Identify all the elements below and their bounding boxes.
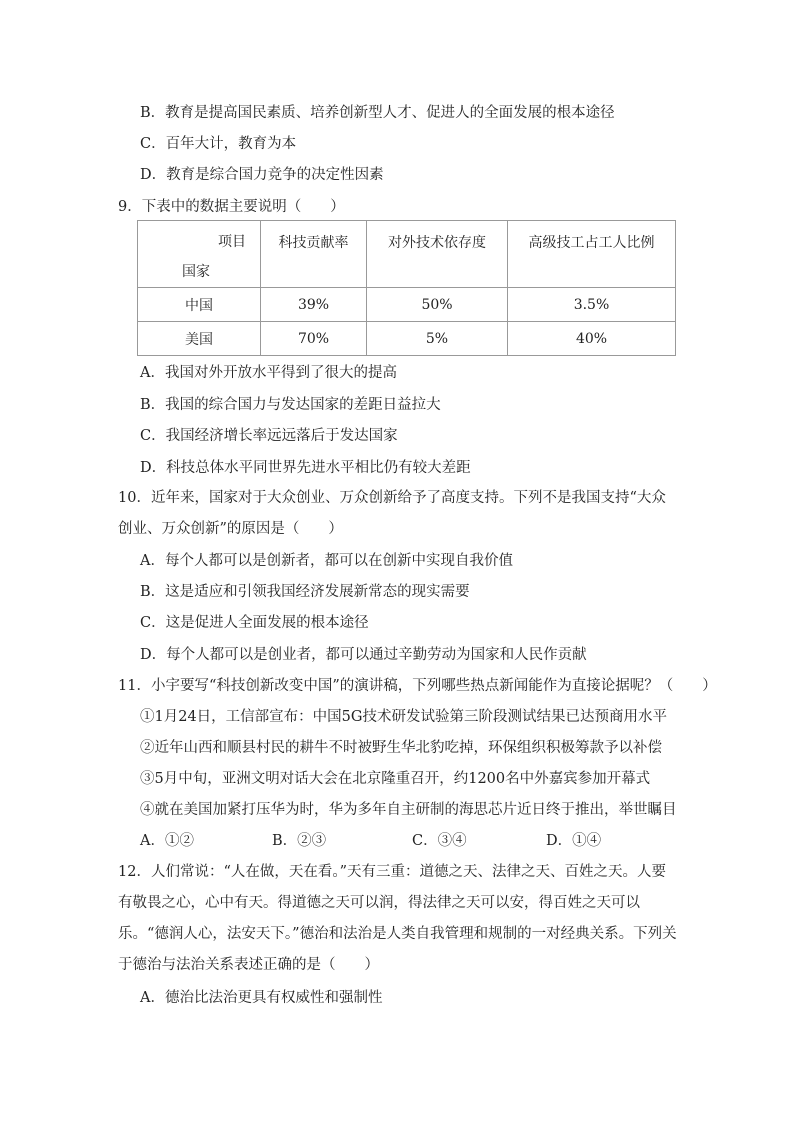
q10-option-a: A．每个人都可以是创新者，都可以在创新中实现自我价值	[140, 553, 513, 569]
q12-stem: 12．人们常说：“人在做，天在看。”天有三重：道德之天、法律之天、百姓之天。人要有敬畏之心，心中有天。得道德之天可以润，得法律之天可以安，得百姓之天可以乐。“德润人心，法安天下。”德治和法治是人类自我管理和规制的一对经典关系。下列关于德治与法治关系表述正确的是（ ）	[118, 864, 677, 973]
table-header-cell: 高级技工占工人比例	[508, 221, 676, 288]
table-cell: 40%	[508, 322, 676, 356]
table-row	[138, 288, 676, 322]
q11-item-3: ③5月中旬，亚洲文明对话大会在北京隆重召开，约1200名中外嘉宾参加开幕式	[140, 771, 651, 787]
q10-option-b: B．这是适应和引领我国经济发展新常态的现实需要	[140, 584, 470, 600]
table-cell: 3.5%	[508, 288, 676, 322]
table-row-label: 美国	[138, 322, 261, 356]
table-row-label: 中国	[138, 288, 261, 322]
table-header-cell: 对外技术依存度	[367, 221, 508, 288]
q11-option-d: D．①④	[546, 833, 602, 849]
q9-option-b: B．我国的综合国力与发达国家的差距日益拉大	[140, 397, 441, 413]
q8-option-b: B．教育是提高国民素质、培养创新型人才、促进人的全面发展的根本途径	[140, 105, 615, 121]
q11-item-1: ①1月24日，工信部宣布：中国5G技术研发试验第三阶段测试结果已达预商用水平	[140, 709, 667, 725]
q8-option-c: C．百年大计，教育为本	[140, 136, 297, 152]
q11-item-4: ④就在美国加紧打压华为时，华为多年自主研制的海思芯片近日终于推出，举世瞩目	[140, 802, 677, 818]
q10-option-c: C．这是促进人全面发展的根本途径	[140, 615, 369, 631]
q10-option-d: D．每个人都可以是创业者，都可以通过辛勤劳动为国家和人民作贡献	[140, 647, 587, 663]
table-corner-cell	[138, 221, 261, 288]
q12-option-a: A．德治比法治更具有权威性和强制性	[140, 990, 383, 1006]
q11-option-a: A．①②	[140, 833, 194, 849]
table-cell: 5%	[367, 322, 508, 356]
q11-options-row	[140, 831, 620, 853]
q11-stem: 11．小宇要写“科技创新改变中国”的演讲稿，下列哪些热点新闻能作为直接论据呢？（ ）	[118, 678, 717, 694]
q9-stem: 9．下表中的数据主要说明（ ）	[118, 199, 345, 215]
q9-data-table	[137, 220, 676, 356]
q9-option-c: C．我国经济增长率远远落后于发达国家	[140, 428, 398, 444]
table-cell: 70%	[261, 322, 367, 356]
q11-option-b: B．②③	[272, 833, 327, 849]
q11-option-c: C．③④	[412, 833, 467, 849]
table-cell: 39%	[261, 288, 367, 322]
table-header-cell: 科技贡献率	[261, 221, 367, 288]
q10-stem: 10．近年来，国家对于大众创业、万众创新给予了高度支持。下列不是我国支持“大众创业、万众创新”的原因是（ ）	[118, 490, 666, 537]
q9-option-a: A．我国对外开放水平得到了很大的提高	[140, 365, 397, 381]
table-cell: 50%	[367, 288, 508, 322]
q11-item-2: ②近年山西和顺县村民的耕牛不时被野生华北豹吃掉，环保组织积极筹款予以补偿	[140, 740, 662, 756]
corner-label-country: 国家	[182, 264, 210, 280]
corner-label-item: 项目	[218, 234, 246, 250]
q9-option-d: D．科技总体水平同世界先进水平相比仍有较大差距	[140, 460, 471, 476]
q8-option-d: D．教育是综合国力竞争的决定性因素	[140, 167, 384, 183]
table-row	[138, 322, 676, 356]
